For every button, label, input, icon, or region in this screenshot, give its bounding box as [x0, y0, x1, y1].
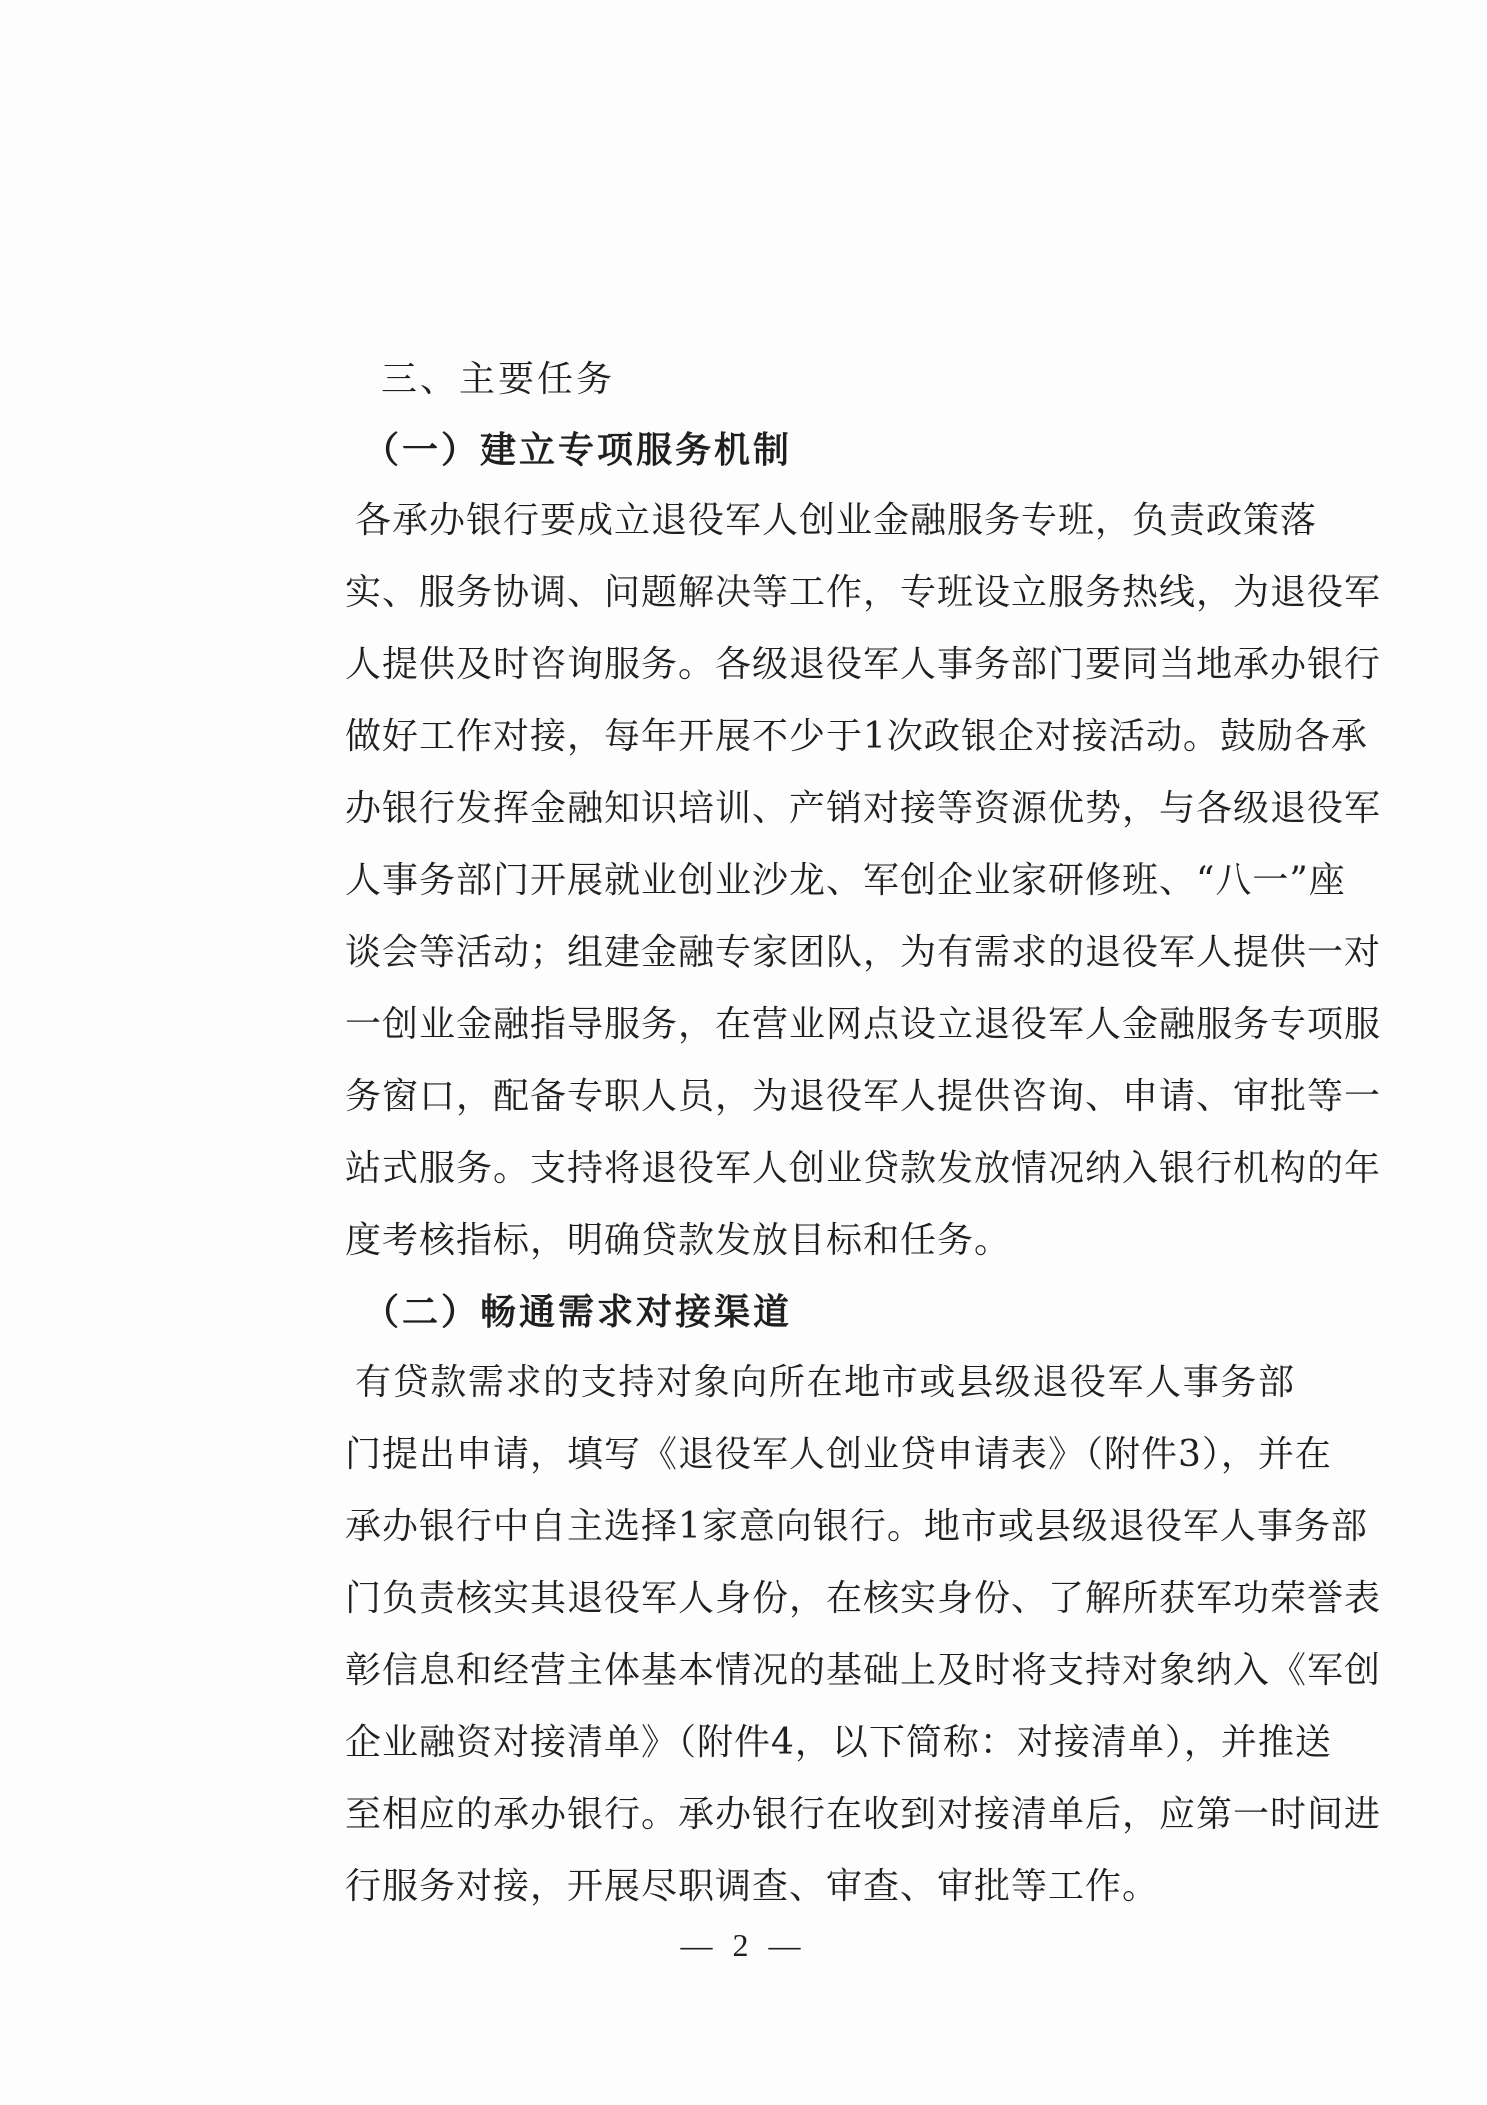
page-number: — 2 — [680, 1927, 807, 1963]
text-line: 行服务对接，开展尽职调查、审查、审批等工作。 [345, 1866, 1160, 1907]
subsection-title: （二）畅通需求对接渠道 [363, 1291, 793, 1333]
text-line: 做好工作对接，每年开展不少于1次政银企对接活动。鼓励各承 [345, 716, 1368, 757]
text-line: 门负责核实其退役军人身份，在核实身份、了解所获军功荣誉表 [345, 1578, 1382, 1619]
text-line: 各承办银行要成立退役军人创业金融服务专班，负责政策落 [355, 500, 1318, 541]
text-line: 度考核指标，明确贷款发放目标和任务。 [345, 1220, 1012, 1261]
text-line: 人事务部门开展就业创业沙龙、军创企业家研修班、“八一”座 [345, 860, 1346, 901]
text-line: 至相应的承办银行。承办银行在收到对接清单后，应第一时间进 [345, 1794, 1382, 1835]
section-heading: 三、主要任务 [381, 359, 616, 400]
text-line: 实、服务协调、问题解决等工作，专班设立服务热线，为退役军 [345, 572, 1382, 613]
text-line: 门提出申请，填写《退役军人创业贷申请表》（附件3），并在 [345, 1434, 1332, 1475]
text-line: 有贷款需求的支持对象向所在地市或县级退役军人事务部 [355, 1362, 1295, 1403]
document-body [345, 345, 1382, 1923]
text-line: 办银行发挥金融知识培训、产销对接等资源优势，与各级退役军 [345, 788, 1382, 829]
text-line: 谈会等活动；组建金融专家团队，为有需求的退役军人提供一对 [345, 932, 1382, 973]
paragraph [345, 1347, 1382, 1923]
text-line: 站式服务。支持将退役军人创业贷款发放情况纳入银行机构的年 [345, 1148, 1382, 1189]
text-line: 一创业金融指导服务，在营业网点设立退役军人金融服务专项服 [345, 1004, 1382, 1045]
text-line: 人提供及时咨询服务。各级退役军人事务部门要同当地承办银行 [345, 644, 1382, 685]
text-line: 务窗口，配备专职人员，为退役军人提供咨询、申请、审批等一 [345, 1076, 1382, 1117]
paragraph [345, 485, 1382, 1277]
text-line: 企业融资对接清单》（附件4，以下简称：对接清单），并推送 [345, 1722, 1332, 1763]
text-line: 承办银行中自主选择1家意向银行。地市或县级退役军人事务部 [345, 1506, 1368, 1547]
text-line: 彰信息和经营主体基本情况的基础上及时将支持对象纳入《军创 [345, 1650, 1382, 1691]
subsection-title: （一）建立专项服务机制 [363, 429, 793, 471]
